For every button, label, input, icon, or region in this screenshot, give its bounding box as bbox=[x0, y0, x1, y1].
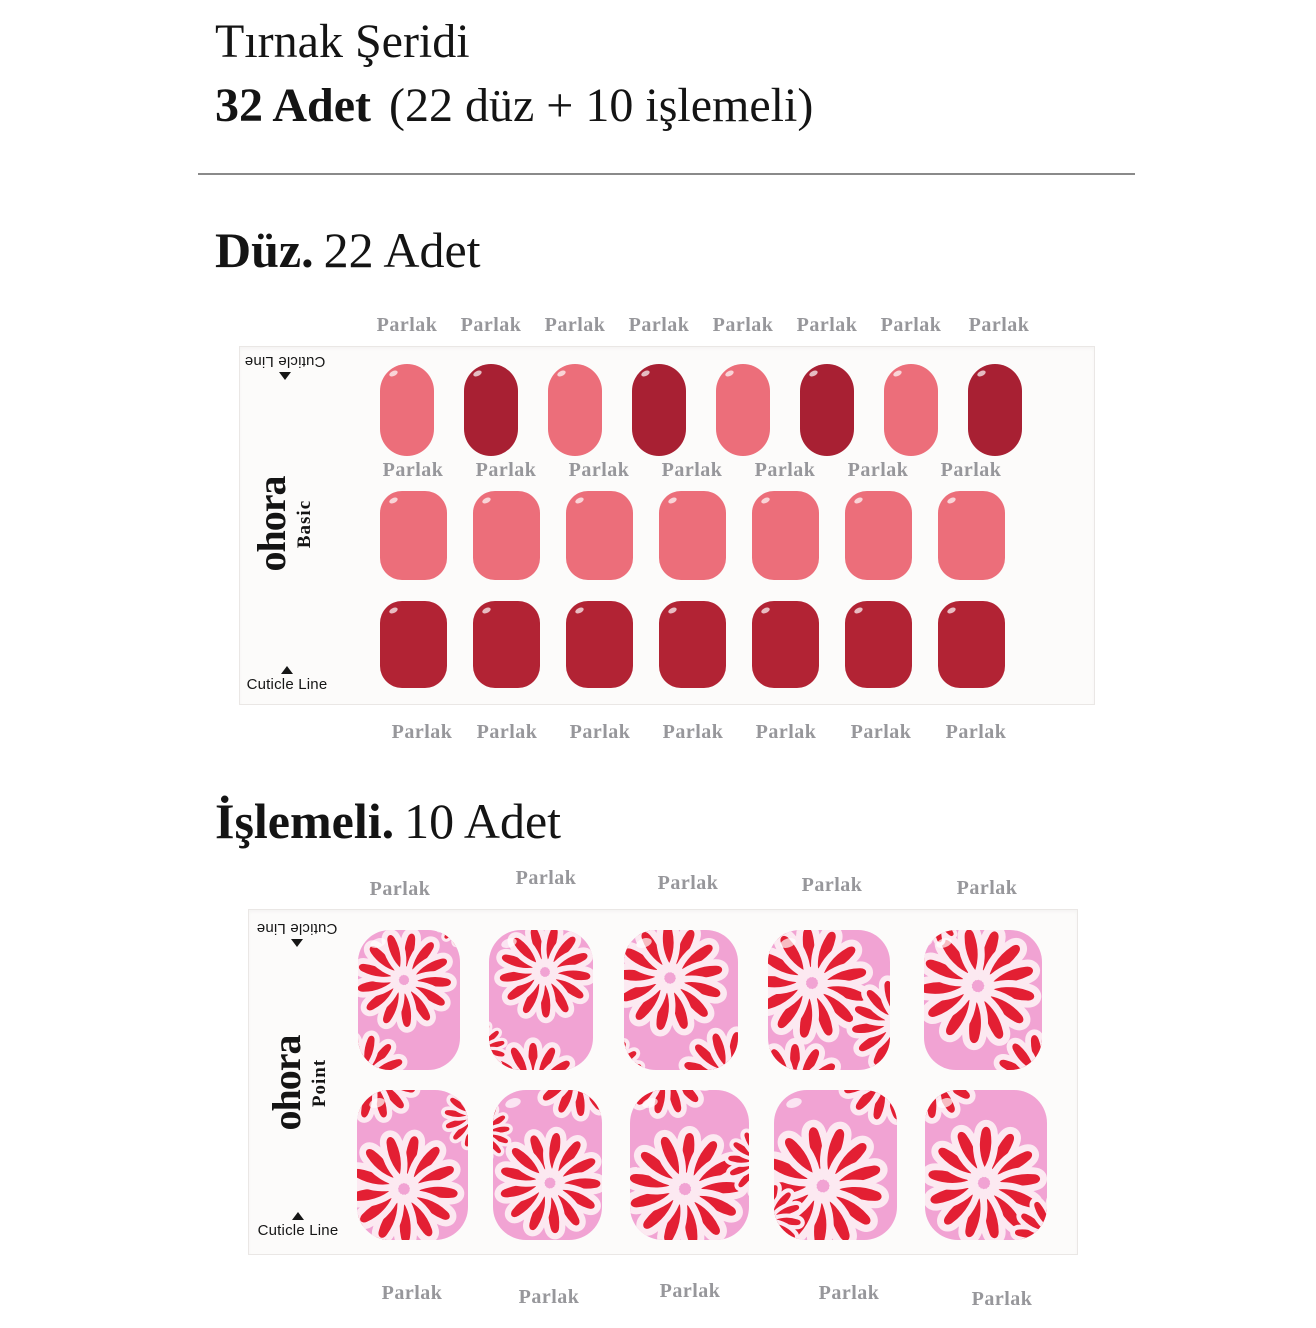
nail-swatch-point bbox=[624, 930, 738, 1070]
nail-swatch-basic bbox=[800, 364, 854, 456]
nail-swatch-point bbox=[925, 1090, 1047, 1240]
gloss-label: Parlak bbox=[801, 874, 863, 896]
gloss-label: Parlak bbox=[460, 314, 522, 336]
cuticle-line-marker-bottom bbox=[245, 666, 329, 693]
gloss-label: Parlak bbox=[818, 1282, 880, 1304]
divider-line bbox=[198, 173, 1135, 175]
gloss-label: Parlak bbox=[628, 314, 690, 336]
gloss-label: Parlak bbox=[968, 314, 1030, 336]
cuticle-arrow-icon bbox=[292, 1212, 304, 1220]
cuticle-line-label: Cuticle Line bbox=[244, 353, 326, 370]
nail-swatch-basic bbox=[473, 491, 540, 580]
cuticle-line-marker-bottom bbox=[256, 1212, 340, 1239]
brand-logo-basic bbox=[249, 462, 318, 586]
cuticle-line-label: Cuticle Line bbox=[256, 920, 338, 937]
piece-count-number: 32 Adet bbox=[215, 79, 371, 132]
piece-count bbox=[215, 80, 813, 133]
cuticle-line-marker-top bbox=[255, 920, 339, 947]
nail-swatch-point bbox=[924, 930, 1042, 1070]
cuticle-line-marker-top bbox=[243, 353, 327, 380]
nail-swatch-point bbox=[774, 1090, 897, 1240]
nail-swatch-basic bbox=[752, 491, 819, 580]
section-plain-name: Düz. bbox=[215, 222, 314, 278]
section-heading-patterned bbox=[215, 795, 561, 848]
gloss-label: Parlak bbox=[971, 1288, 1033, 1310]
nail-swatch-basic bbox=[632, 364, 686, 456]
gloss-label: Parlak bbox=[376, 314, 438, 336]
gloss-label: Parlak bbox=[796, 314, 858, 336]
nail-swatch-basic bbox=[716, 364, 770, 456]
piece-count-detail: (22 düz + 10 işlemeli) bbox=[389, 79, 814, 132]
brand-line-name: Basic bbox=[294, 499, 315, 549]
gloss-label: Parlak bbox=[945, 721, 1007, 743]
gloss-label: Parlak bbox=[754, 459, 816, 481]
gloss-label: Parlak bbox=[391, 721, 453, 743]
gloss-label: Parlak bbox=[569, 721, 631, 743]
gloss-label: Parlak bbox=[661, 459, 723, 481]
nail-swatch-basic bbox=[938, 601, 1005, 688]
gloss-label: Parlak bbox=[657, 872, 719, 894]
gloss-label: Parlak bbox=[755, 721, 817, 743]
cuticle-arrow-icon bbox=[291, 939, 303, 947]
cuticle-line-label: Cuticle Line bbox=[257, 1222, 339, 1239]
nail-swatch-point bbox=[489, 930, 593, 1070]
nail-swatch-basic bbox=[659, 491, 726, 580]
gloss-label: Parlak bbox=[544, 314, 606, 336]
gloss-label: Parlak bbox=[712, 314, 774, 336]
gloss-label: Parlak bbox=[659, 1280, 721, 1302]
brand-logo-point bbox=[264, 1021, 333, 1145]
nail-swatch-basic bbox=[845, 491, 912, 580]
gloss-label: Parlak bbox=[850, 721, 912, 743]
nail-swatch-basic bbox=[659, 601, 726, 688]
gloss-label: Parlak bbox=[382, 459, 444, 481]
gloss-label: Parlak bbox=[381, 1282, 443, 1304]
nail-swatch-point bbox=[768, 930, 890, 1070]
section-plain-count: 22 Adet bbox=[323, 222, 481, 278]
brand-name: ohora bbox=[264, 1035, 309, 1131]
nail-swatch-basic bbox=[566, 601, 633, 688]
nail-swatch-basic bbox=[845, 601, 912, 688]
gloss-label: Parlak bbox=[662, 721, 724, 743]
gloss-label: Parlak bbox=[518, 1286, 580, 1308]
gloss-label: Parlak bbox=[956, 877, 1018, 899]
nail-swatch-basic bbox=[884, 364, 938, 456]
page-title: Tırnak Şeridi bbox=[215, 15, 470, 68]
gloss-label: Parlak bbox=[475, 459, 537, 481]
gloss-label: Parlak bbox=[940, 459, 1002, 481]
nail-swatch-basic bbox=[380, 601, 447, 688]
gloss-label: Parlak bbox=[369, 878, 431, 900]
cuticle-line-label: Cuticle Line bbox=[246, 676, 328, 693]
gloss-label: Parlak bbox=[515, 867, 577, 889]
gloss-label: Parlak bbox=[847, 459, 909, 481]
nail-swatch-basic bbox=[380, 364, 434, 456]
gloss-label: Parlak bbox=[476, 721, 538, 743]
nail-swatch-basic bbox=[548, 364, 602, 456]
nail-swatch-point bbox=[358, 930, 460, 1070]
section-patterned-count: 10 Adet bbox=[404, 793, 562, 849]
gloss-label: Parlak bbox=[880, 314, 942, 336]
nail-swatch-point bbox=[493, 1090, 602, 1240]
nail-swatch-basic bbox=[473, 601, 540, 688]
section-heading-plain bbox=[215, 224, 481, 277]
nail-swatch-basic bbox=[968, 364, 1022, 456]
brand-line-name: Point bbox=[309, 1058, 330, 1108]
gloss-label: Parlak bbox=[568, 459, 630, 481]
nail-swatch-basic bbox=[752, 601, 819, 688]
nail-swatch-basic bbox=[566, 491, 633, 580]
cuticle-arrow-icon bbox=[279, 372, 291, 380]
nail-swatch-point bbox=[630, 1090, 749, 1240]
nail-swatch-basic bbox=[938, 491, 1005, 580]
cuticle-arrow-icon bbox=[281, 666, 293, 674]
nail-swatch-basic bbox=[464, 364, 518, 456]
section-patterned-name: İşlemeli. bbox=[215, 793, 395, 849]
nail-swatch-point bbox=[357, 1090, 468, 1240]
brand-name: ohora bbox=[249, 476, 294, 572]
nail-swatch-basic bbox=[380, 491, 447, 580]
